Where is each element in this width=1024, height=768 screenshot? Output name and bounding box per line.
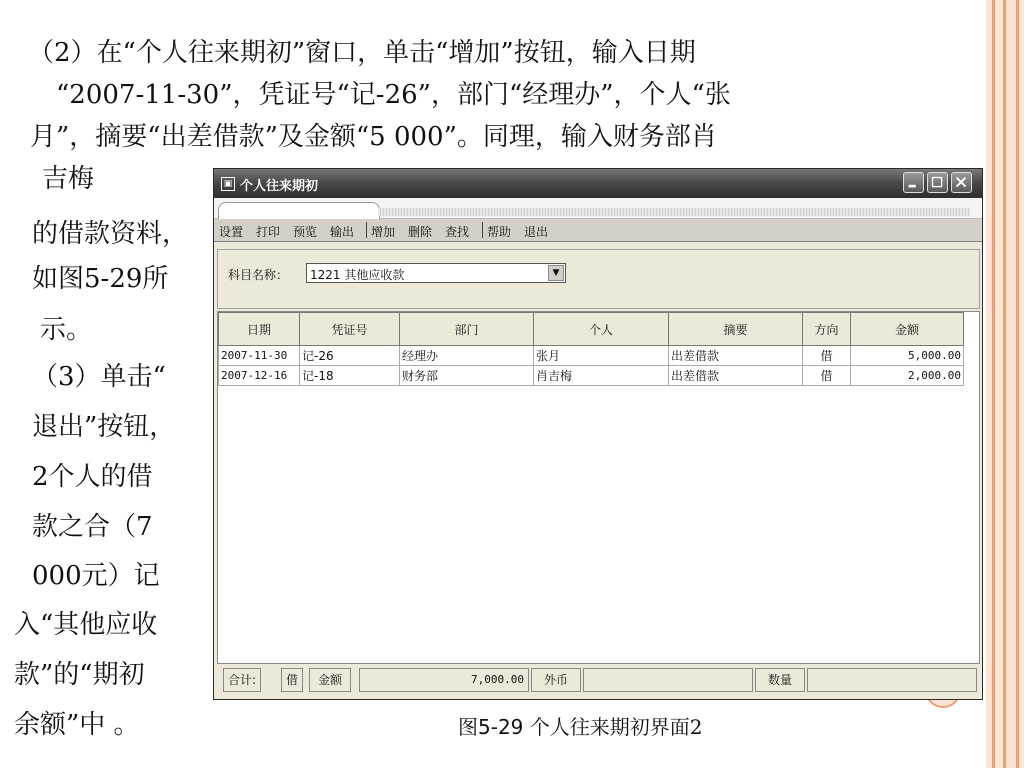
body-line-15: 余额”中 。 xyxy=(14,710,140,740)
col-header-voucher[interactable]: 凭证号 xyxy=(300,313,400,346)
table-row[interactable] xyxy=(219,366,964,386)
caption-text: 个人往来期初界面2 xyxy=(523,715,703,739)
title-bar xyxy=(214,169,982,198)
body-line-3: 月”，摘要“出差借款”及金额“5 000”。同理，输入财务部肖 xyxy=(30,122,717,152)
body-line-9: 退出”按钮， xyxy=(32,412,176,442)
cell-date[interactable]: 2007-12-16 xyxy=(219,366,300,386)
body-line-7: 示。 xyxy=(40,315,93,345)
col-header-date[interactable]: 日期 xyxy=(219,313,300,346)
app-icon: ▣ xyxy=(221,177,235,191)
col-header-department[interactable]: 部门 xyxy=(400,313,534,346)
maximize-icon xyxy=(928,173,947,192)
minimize-button[interactable] xyxy=(903,172,924,193)
body-line-5: 的借款资料， xyxy=(32,219,189,249)
account-select[interactable] xyxy=(306,263,566,283)
col-header-amount[interactable]: 金额 xyxy=(851,313,964,346)
body-line-1: （2）在“个人往来期初”窗口，单击“增加”按钮，输入日期 xyxy=(28,38,696,68)
filter-panel xyxy=(217,249,980,309)
menu-separator xyxy=(482,222,483,238)
caption-number: 5-29 xyxy=(478,715,524,739)
menu-settings[interactable]: 设置 xyxy=(219,225,244,239)
cell-summary[interactable]: 出差借款 xyxy=(669,346,803,366)
account-label: 科目名称： xyxy=(228,268,289,282)
personal-ledger-window xyxy=(213,168,983,700)
window-title: 个人往来期初 xyxy=(240,179,319,194)
menu-separator xyxy=(366,222,367,238)
ledger-table xyxy=(217,311,980,664)
close-icon xyxy=(952,173,971,192)
col-header-direction[interactable]: 方向 xyxy=(803,313,851,346)
cell-amount[interactable]: 2,000.00 xyxy=(851,366,964,386)
body-line-12: 000元）记 xyxy=(32,561,160,591)
tab-strip xyxy=(214,198,982,219)
menu-export[interactable]: 输出 xyxy=(330,225,355,239)
total-direction: 借 xyxy=(281,668,303,692)
body-line-11: 款之合（7 xyxy=(32,512,153,542)
close-button[interactable] xyxy=(951,172,972,193)
menu-delete[interactable]: 删除 xyxy=(408,225,433,239)
total-amount: 7,000.00 xyxy=(359,668,529,692)
cell-department[interactable]: 经理办 xyxy=(400,346,534,366)
body-line-6: 如图5-29所 xyxy=(32,264,169,294)
tab-active[interactable] xyxy=(218,202,380,219)
cell-direction[interactable]: 借 xyxy=(803,366,851,386)
toolbar xyxy=(214,219,982,242)
foreign-label: 外币 xyxy=(531,668,581,692)
tab-strip-fill xyxy=(378,208,970,216)
dropdown-arrow-icon[interactable]: ▼ xyxy=(548,265,564,281)
cell-voucher[interactable]: 记-26 xyxy=(300,346,400,366)
menu-add[interactable]: 增加 xyxy=(371,225,396,239)
col-header-summary[interactable]: 摘要 xyxy=(669,313,803,346)
cell-person[interactable]: 肖吉梅 xyxy=(534,366,669,386)
foreign-value xyxy=(583,668,753,692)
maximize-button[interactable] xyxy=(927,172,948,193)
body-line-8: （3）单击“ xyxy=(32,362,166,392)
cell-summary[interactable]: 出差借款 xyxy=(669,366,803,386)
menu-find[interactable]: 查找 xyxy=(445,225,470,239)
caption-prefix: 图 xyxy=(458,715,478,739)
menu-preview[interactable]: 预览 xyxy=(293,225,318,239)
quantity-label: 数量 xyxy=(755,668,805,692)
table-row[interactable] xyxy=(219,346,964,366)
quantity-value xyxy=(807,668,977,692)
menu-print[interactable]: 打印 xyxy=(256,225,281,239)
total-label: 合计: xyxy=(223,668,261,692)
menu-help[interactable]: 帮助 xyxy=(487,225,512,239)
status-bar xyxy=(217,666,980,694)
minimize-icon xyxy=(904,173,923,192)
cell-person[interactable]: 张月 xyxy=(534,346,669,366)
body-line-10: 2个人的借 xyxy=(32,462,153,492)
cell-amount[interactable]: 5,000.00 xyxy=(851,346,964,366)
body-line-2: “2007-11-30”，凭证号“记-26”，部门“经理办”，个人“张 xyxy=(56,80,731,110)
body-line-13: 入“其他应收 xyxy=(14,610,158,640)
cell-department[interactable]: 财务部 xyxy=(400,366,534,386)
col-header-person[interactable]: 个人 xyxy=(534,313,669,346)
cell-voucher[interactable]: 记-18 xyxy=(300,366,400,386)
body-line-14: 款”的“期初 xyxy=(14,660,145,690)
amount-label: 金额 xyxy=(309,668,351,692)
cell-date[interactable]: 2007-11-30 xyxy=(219,346,300,366)
account-value: 1221 其他应收款 xyxy=(310,268,405,282)
table-header-row xyxy=(219,313,964,346)
menu-exit[interactable]: 退出 xyxy=(524,225,549,239)
body-line-4: 吉梅 xyxy=(42,164,95,194)
decorative-stripes xyxy=(986,0,1024,768)
cell-direction[interactable]: 借 xyxy=(803,346,851,366)
figure-caption xyxy=(458,714,702,740)
